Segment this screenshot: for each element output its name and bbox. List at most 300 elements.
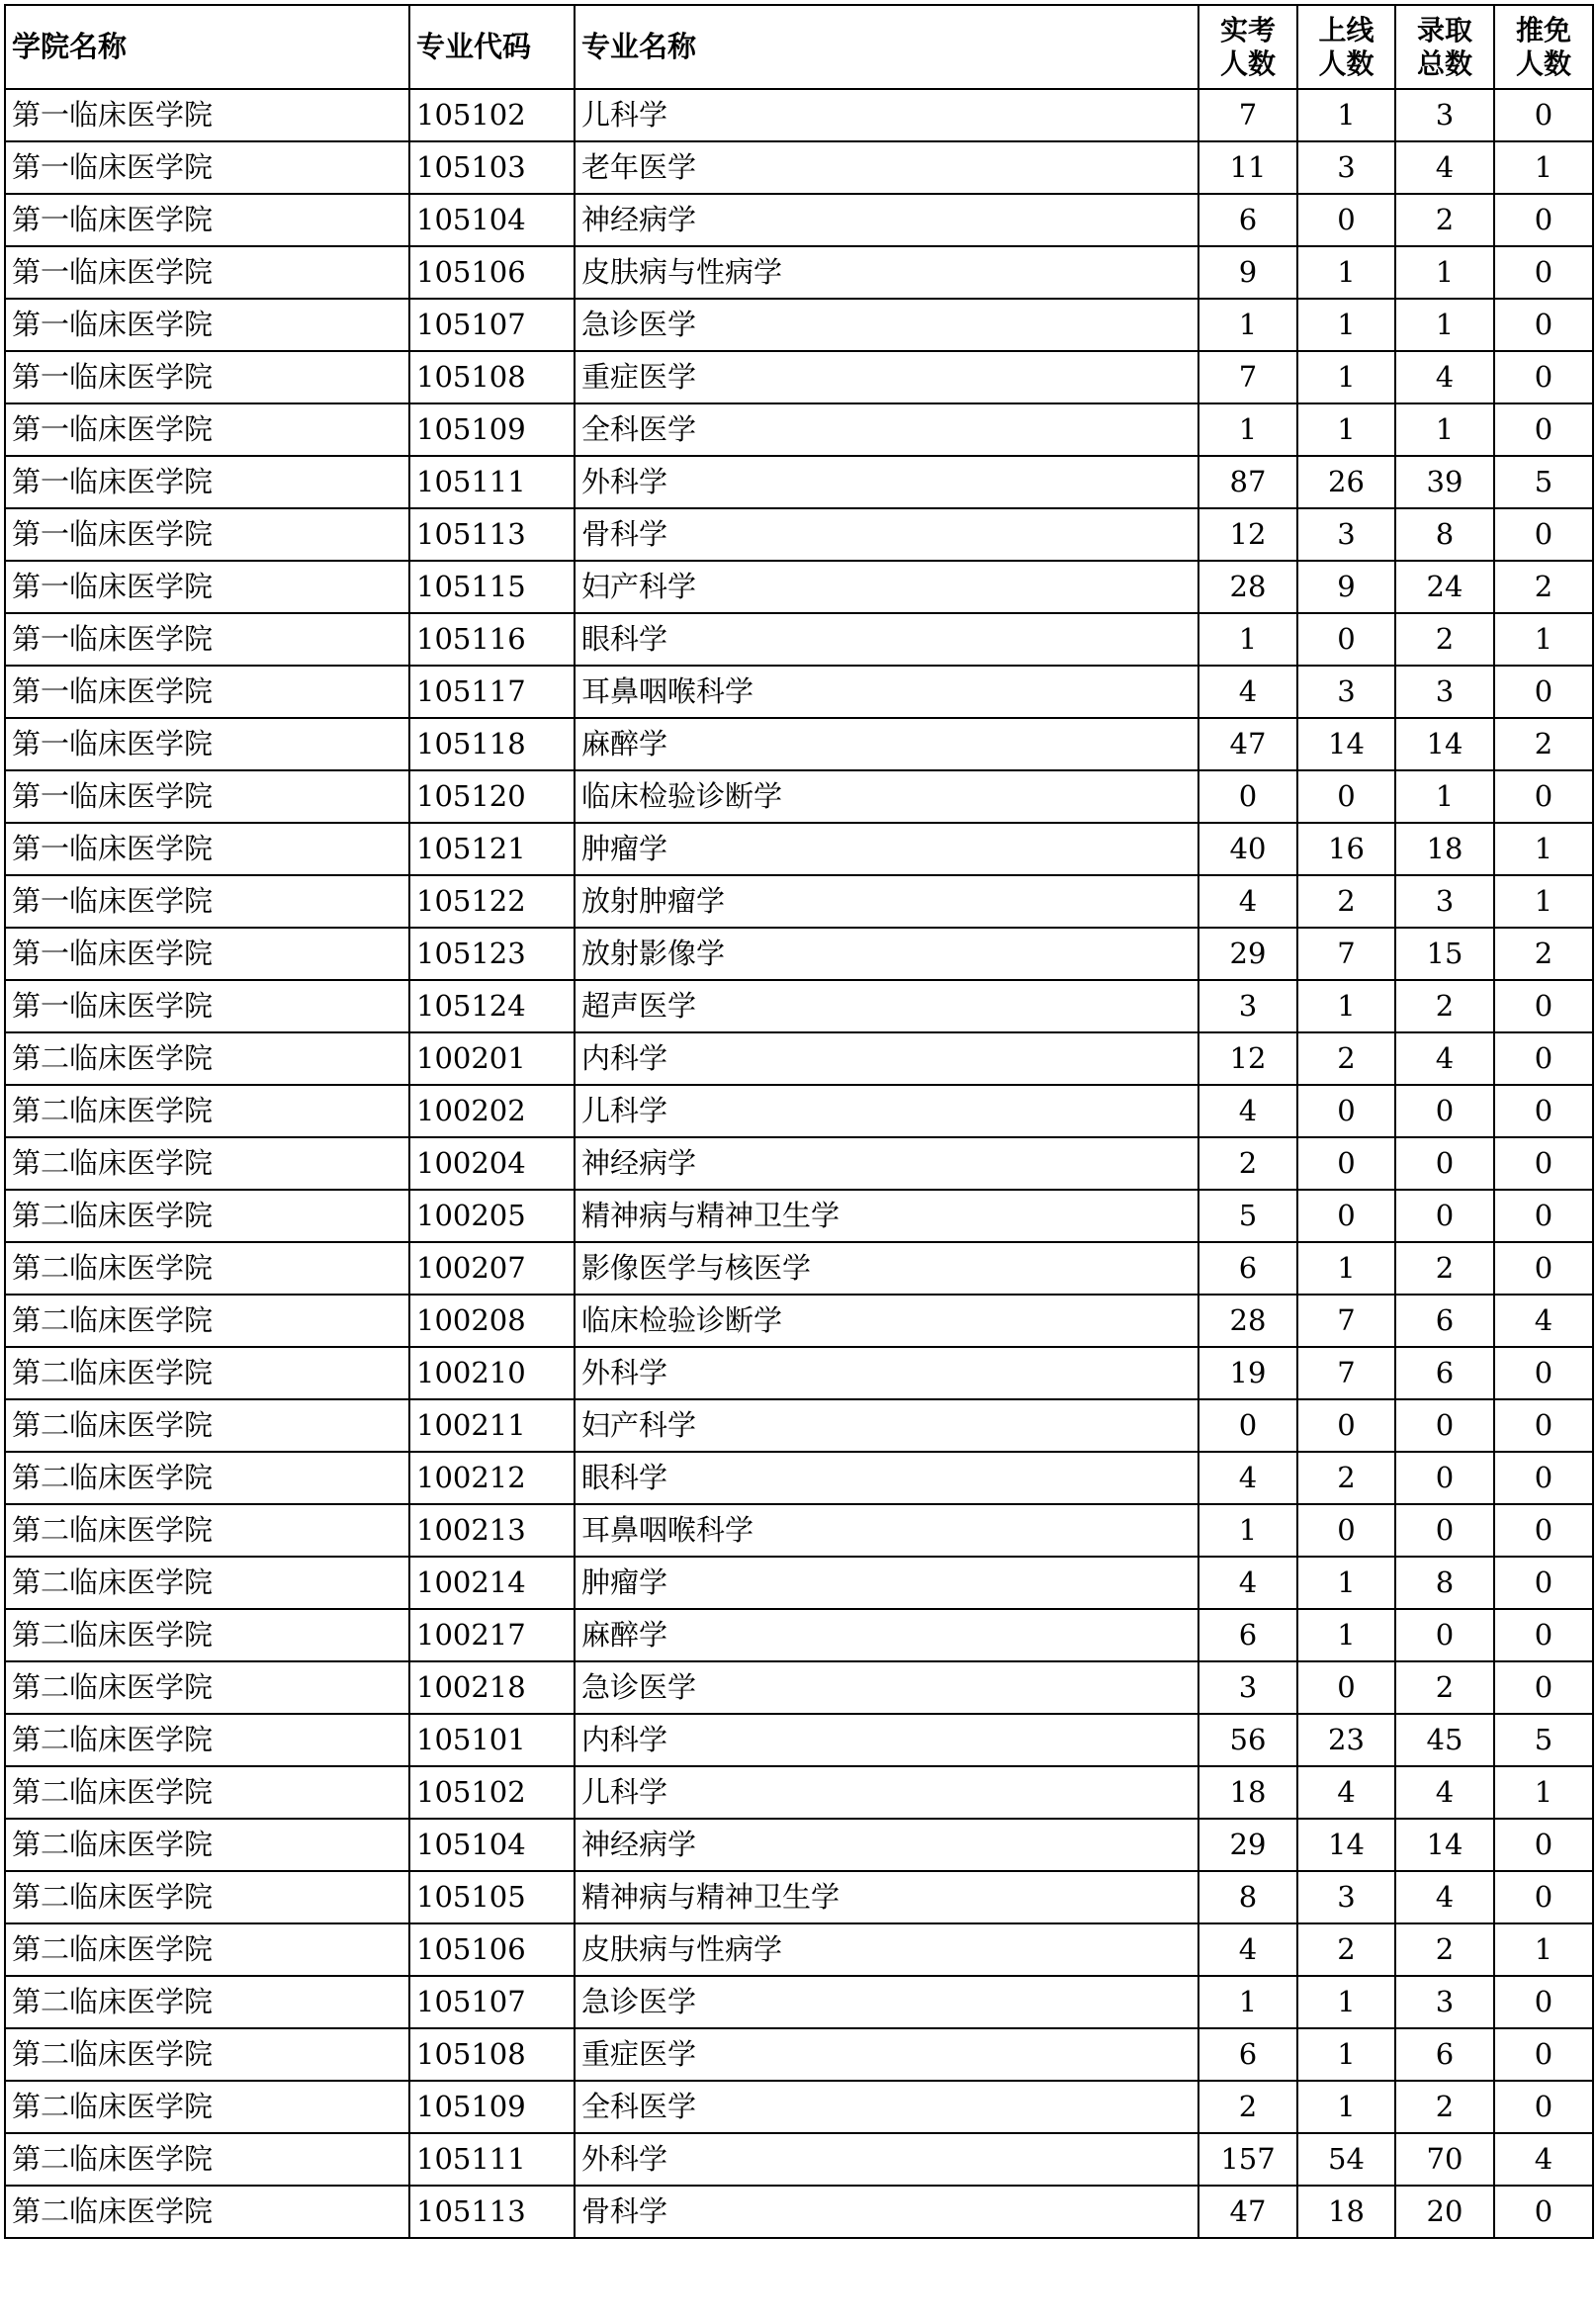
table-row: [5, 1557, 1593, 1609]
table-row: [5, 875, 1593, 928]
table-row: [5, 1452, 1593, 1504]
table-row: [5, 561, 1593, 613]
cell-exempt: 0: [1494, 1661, 1593, 1714]
header-college: 学院名称: [5, 5, 409, 89]
cell-exam: 28: [1198, 1295, 1297, 1347]
cell-major: 急诊医学: [575, 1976, 1198, 2028]
cell-college: 第二临床医学院: [5, 1976, 409, 2028]
cell-exempt: 0: [1494, 980, 1593, 1032]
cell-exempt: 1: [1494, 613, 1593, 666]
cell-online: 1: [1297, 246, 1395, 299]
cell-admit: 2: [1395, 1923, 1494, 1976]
cell-code: 105123: [409, 928, 575, 980]
cell-online: 3: [1297, 666, 1395, 718]
cell-exempt: 0: [1494, 770, 1593, 823]
cell-exam: 1: [1198, 403, 1297, 456]
cell-exam: 40: [1198, 823, 1297, 875]
cell-admit: 2: [1395, 980, 1494, 1032]
table-row: [5, 1923, 1593, 1976]
header-exempt-line2: 人数: [1515, 46, 1571, 80]
table-row: [5, 508, 1593, 561]
table-row: [5, 89, 1593, 141]
cell-code: 105106: [409, 246, 575, 299]
cell-exempt: 5: [1494, 1714, 1593, 1766]
cell-online: 1: [1297, 2081, 1395, 2133]
header-online-line1: 上线: [1318, 13, 1374, 46]
cell-major: 耳鼻咽喉科学: [575, 1504, 1198, 1557]
table-row: [5, 1661, 1593, 1714]
cell-exam: 4: [1198, 1085, 1297, 1137]
cell-admit: 0: [1395, 1085, 1494, 1137]
cell-online: 0: [1297, 1504, 1395, 1557]
cell-exam: 6: [1198, 1609, 1297, 1661]
cell-admit: 0: [1395, 1190, 1494, 1242]
cell-college: 第二临床医学院: [5, 1347, 409, 1399]
cell-exam: 29: [1198, 1819, 1297, 1871]
cell-major: 全科医学: [575, 403, 1198, 456]
cell-college: 第一临床医学院: [5, 351, 409, 403]
cell-admit: 0: [1395, 1609, 1494, 1661]
cell-exam: 157: [1198, 2133, 1297, 2186]
cell-exempt: 0: [1494, 403, 1593, 456]
cell-exam: 11: [1198, 141, 1297, 194]
cell-code: 105121: [409, 823, 575, 875]
header-admit: [1395, 5, 1494, 89]
cell-admit: 39: [1395, 456, 1494, 508]
cell-code: 100204: [409, 1137, 575, 1190]
cell-major: 外科学: [575, 456, 1198, 508]
cell-code: 105120: [409, 770, 575, 823]
table-row: [5, 1137, 1593, 1190]
cell-major: 妇产科学: [575, 1399, 1198, 1452]
cell-admit: 3: [1395, 89, 1494, 141]
cell-code: 100218: [409, 1661, 575, 1714]
cell-exam: 4: [1198, 1452, 1297, 1504]
cell-exempt: 0: [1494, 299, 1593, 351]
cell-exempt: 2: [1494, 928, 1593, 980]
cell-code: 105109: [409, 403, 575, 456]
cell-code: 105113: [409, 508, 575, 561]
cell-college: 第二临床医学院: [5, 1819, 409, 1871]
cell-college: 第二临床医学院: [5, 1452, 409, 1504]
cell-major: 肿瘤学: [575, 823, 1198, 875]
cell-code: 105111: [409, 2133, 575, 2186]
cell-exam: 29: [1198, 928, 1297, 980]
cell-college: 第一临床医学院: [5, 875, 409, 928]
header-exempt-line1: 推免: [1515, 13, 1571, 46]
cell-online: 0: [1297, 770, 1395, 823]
table-row: [5, 351, 1593, 403]
cell-code: 105124: [409, 980, 575, 1032]
table-row: [5, 246, 1593, 299]
cell-code: 105102: [409, 89, 575, 141]
cell-college: 第二临床医学院: [5, 1557, 409, 1609]
cell-code: 100207: [409, 1242, 575, 1295]
table-row: [5, 1295, 1593, 1347]
cell-admit: 15: [1395, 928, 1494, 980]
cell-code: 105107: [409, 299, 575, 351]
cell-exempt: 1: [1494, 1766, 1593, 1819]
cell-exempt: 4: [1494, 2133, 1593, 2186]
cell-exempt: 5: [1494, 456, 1593, 508]
cell-online: 7: [1297, 928, 1395, 980]
cell-major: 耳鼻咽喉科学: [575, 666, 1198, 718]
cell-code: 105107: [409, 1976, 575, 2028]
cell-college: 第二临床医学院: [5, 1871, 409, 1923]
cell-exempt: 0: [1494, 1347, 1593, 1399]
table-row: [5, 1976, 1593, 2028]
cell-online: 0: [1297, 1137, 1395, 1190]
cell-major: 临床检验诊断学: [575, 1295, 1198, 1347]
cell-admit: 14: [1395, 1819, 1494, 1871]
cell-admit: 45: [1395, 1714, 1494, 1766]
header-admit-line2: 总数: [1416, 46, 1472, 80]
cell-exempt: 0: [1494, 351, 1593, 403]
table-row: [5, 1871, 1593, 1923]
cell-college: 第二临床医学院: [5, 1137, 409, 1190]
admissions-sheet: [4, 4, 1592, 2239]
cell-major: 妇产科学: [575, 561, 1198, 613]
cell-code: 105115: [409, 561, 575, 613]
cell-exempt: 1: [1494, 141, 1593, 194]
table-row: [5, 299, 1593, 351]
table-row: [5, 2133, 1593, 2186]
cell-online: 18: [1297, 2186, 1395, 2238]
cell-online: 1: [1297, 403, 1395, 456]
cell-exam: 2: [1198, 2081, 1297, 2133]
cell-exam: 12: [1198, 508, 1297, 561]
table-row: [5, 456, 1593, 508]
cell-online: 23: [1297, 1714, 1395, 1766]
cell-exam: 6: [1198, 1242, 1297, 1295]
cell-exempt: 4: [1494, 1295, 1593, 1347]
cell-code: 100213: [409, 1504, 575, 1557]
table-row: [5, 194, 1593, 246]
cell-code: 100217: [409, 1609, 575, 1661]
cell-exam: 7: [1198, 89, 1297, 141]
cell-college: 第二临床医学院: [5, 2186, 409, 2238]
header-exam-line1: 实考: [1219, 13, 1276, 46]
cell-online: 1: [1297, 1976, 1395, 2028]
cell-code: 105104: [409, 194, 575, 246]
cell-admit: 1: [1395, 770, 1494, 823]
cell-major: 外科学: [575, 1347, 1198, 1399]
cell-exempt: 0: [1494, 1032, 1593, 1085]
cell-exam: 18: [1198, 1766, 1297, 1819]
cell-college: 第二临床医学院: [5, 2028, 409, 2081]
table-row: [5, 1347, 1593, 1399]
cell-admit: 3: [1395, 875, 1494, 928]
header-major: 专业名称: [575, 5, 1198, 89]
cell-major: 放射肿瘤学: [575, 875, 1198, 928]
cell-exempt: 0: [1494, 1871, 1593, 1923]
header-exempt: [1494, 5, 1593, 89]
cell-exempt: 0: [1494, 1242, 1593, 1295]
cell-exempt: 0: [1494, 194, 1593, 246]
cell-exempt: 1: [1494, 1923, 1593, 1976]
cell-online: 3: [1297, 508, 1395, 561]
cell-exam: 3: [1198, 980, 1297, 1032]
cell-admit: 3: [1395, 666, 1494, 718]
cell-admit: 6: [1395, 1295, 1494, 1347]
cell-exam: 12: [1198, 1032, 1297, 1085]
cell-exam: 56: [1198, 1714, 1297, 1766]
cell-major: 重症医学: [575, 2028, 1198, 2081]
cell-exam: 4: [1198, 1923, 1297, 1976]
cell-admit: 2: [1395, 2081, 1494, 2133]
cell-online: 1: [1297, 89, 1395, 141]
cell-online: 7: [1297, 1347, 1395, 1399]
cell-online: 54: [1297, 2133, 1395, 2186]
cell-exempt: 0: [1494, 1819, 1593, 1871]
cell-admit: 8: [1395, 508, 1494, 561]
cell-major: 儿科学: [575, 89, 1198, 141]
cell-major: 内科学: [575, 1032, 1198, 1085]
cell-exam: 6: [1198, 2028, 1297, 2081]
cell-exempt: 0: [1494, 89, 1593, 141]
cell-major: 放射影像学: [575, 928, 1198, 980]
table-row: [5, 1032, 1593, 1085]
cell-code: 105101: [409, 1714, 575, 1766]
cell-major: 皮肤病与性病学: [575, 246, 1198, 299]
cell-online: 0: [1297, 613, 1395, 666]
cell-exempt: 0: [1494, 1976, 1593, 2028]
cell-online: 1: [1297, 299, 1395, 351]
cell-online: 1: [1297, 1557, 1395, 1609]
cell-admit: 0: [1395, 1399, 1494, 1452]
cell-code: 105102: [409, 1766, 575, 1819]
cell-college: 第一临床医学院: [5, 928, 409, 980]
cell-major: 全科医学: [575, 2081, 1198, 2133]
cell-exam: 2: [1198, 1137, 1297, 1190]
cell-online: 0: [1297, 1190, 1395, 1242]
cell-admit: 0: [1395, 1137, 1494, 1190]
cell-exempt: 2: [1494, 561, 1593, 613]
cell-exam: 47: [1198, 718, 1297, 770]
cell-college: 第一临床医学院: [5, 194, 409, 246]
cell-exempt: 1: [1494, 875, 1593, 928]
cell-college: 第二临床医学院: [5, 1032, 409, 1085]
cell-code: 105122: [409, 875, 575, 928]
cell-exempt: 0: [1494, 246, 1593, 299]
admissions-table: [4, 4, 1594, 2239]
cell-exempt: 0: [1494, 1399, 1593, 1452]
cell-online: 2: [1297, 875, 1395, 928]
cell-online: 2: [1297, 1923, 1395, 1976]
table-row: [5, 666, 1593, 718]
cell-exam: 9: [1198, 246, 1297, 299]
cell-major: 麻醉学: [575, 1609, 1198, 1661]
cell-college: 第二临床医学院: [5, 2081, 409, 2133]
cell-online: 14: [1297, 1819, 1395, 1871]
cell-admit: 4: [1395, 1871, 1494, 1923]
table-row: [5, 1242, 1593, 1295]
cell-online: 1: [1297, 1242, 1395, 1295]
table-row: [5, 1399, 1593, 1452]
cell-college: 第一临床医学院: [5, 508, 409, 561]
cell-college: 第二临床医学院: [5, 1504, 409, 1557]
cell-admit: 0: [1395, 1504, 1494, 1557]
table-row: [5, 980, 1593, 1032]
cell-admit: 2: [1395, 194, 1494, 246]
cell-college: 第二临床医学院: [5, 1190, 409, 1242]
cell-major: 老年医学: [575, 141, 1198, 194]
cell-exempt: 0: [1494, 2186, 1593, 2238]
cell-code: 100202: [409, 1085, 575, 1137]
cell-admit: 4: [1395, 141, 1494, 194]
cell-major: 麻醉学: [575, 718, 1198, 770]
header-exam-line2: 人数: [1219, 46, 1276, 80]
cell-major: 影像医学与核医学: [575, 1242, 1198, 1295]
table-row: [5, 718, 1593, 770]
cell-code: 100211: [409, 1399, 575, 1452]
cell-college: 第二临床医学院: [5, 1714, 409, 1766]
header-online: [1297, 5, 1395, 89]
cell-exempt: 1: [1494, 823, 1593, 875]
cell-exempt: 0: [1494, 1557, 1593, 1609]
cell-college: 第二临床医学院: [5, 1661, 409, 1714]
cell-major: 精神病与精神卫生学: [575, 1871, 1198, 1923]
cell-admit: 6: [1395, 2028, 1494, 2081]
table-row: [5, 770, 1593, 823]
cell-exempt: 2: [1494, 718, 1593, 770]
cell-code: 100210: [409, 1347, 575, 1399]
cell-code: 105117: [409, 666, 575, 718]
header-code: 专业代码: [409, 5, 575, 89]
cell-major: 儿科学: [575, 1766, 1198, 1819]
cell-exempt: 0: [1494, 1504, 1593, 1557]
cell-college: 第一临床医学院: [5, 823, 409, 875]
table-row: [5, 403, 1593, 456]
cell-exempt: 0: [1494, 508, 1593, 561]
cell-college: 第一临床医学院: [5, 561, 409, 613]
cell-exempt: 0: [1494, 1085, 1593, 1137]
table-row: [5, 2186, 1593, 2238]
cell-online: 1: [1297, 980, 1395, 1032]
cell-code: 100205: [409, 1190, 575, 1242]
header-admit-line1: 录取: [1416, 13, 1472, 46]
table-row: [5, 2028, 1593, 2081]
cell-admit: 14: [1395, 718, 1494, 770]
cell-online: 7: [1297, 1295, 1395, 1347]
cell-exam: 3: [1198, 1661, 1297, 1714]
cell-major: 急诊医学: [575, 299, 1198, 351]
cell-code: 105105: [409, 1871, 575, 1923]
cell-college: 第二临床医学院: [5, 1609, 409, 1661]
cell-code: 105118: [409, 718, 575, 770]
cell-major: 神经病学: [575, 194, 1198, 246]
cell-code: 105106: [409, 1923, 575, 1976]
cell-major: 急诊医学: [575, 1661, 1198, 1714]
cell-exam: 4: [1198, 1557, 1297, 1609]
cell-exempt: 0: [1494, 1609, 1593, 1661]
header-online-line2: 人数: [1318, 46, 1374, 80]
cell-online: 14: [1297, 718, 1395, 770]
cell-exam: 0: [1198, 770, 1297, 823]
cell-online: 1: [1297, 2028, 1395, 2081]
cell-code: 105108: [409, 2028, 575, 2081]
table-row: [5, 823, 1593, 875]
table-row: [5, 928, 1593, 980]
cell-college: 第一临床医学院: [5, 718, 409, 770]
table-row: [5, 2081, 1593, 2133]
table-row: [5, 1085, 1593, 1137]
table-row: [5, 1190, 1593, 1242]
cell-exam: 1: [1198, 299, 1297, 351]
cell-college: 第二临床医学院: [5, 1085, 409, 1137]
table-row: [5, 1819, 1593, 1871]
cell-online: 1: [1297, 1609, 1395, 1661]
cell-admit: 0: [1395, 1452, 1494, 1504]
cell-major: 眼科学: [575, 1452, 1198, 1504]
cell-college: 第一临床医学院: [5, 403, 409, 456]
cell-exam: 6: [1198, 194, 1297, 246]
cell-code: 105104: [409, 1819, 575, 1871]
cell-online: 0: [1297, 1085, 1395, 1137]
cell-admit: 3: [1395, 1976, 1494, 2028]
cell-major: 内科学: [575, 1714, 1198, 1766]
cell-college: 第二临床医学院: [5, 1923, 409, 1976]
cell-code: 105103: [409, 141, 575, 194]
cell-exam: 4: [1198, 666, 1297, 718]
cell-exam: 5: [1198, 1190, 1297, 1242]
cell-code: 100212: [409, 1452, 575, 1504]
cell-college: 第一临床医学院: [5, 770, 409, 823]
cell-major: 精神病与精神卫生学: [575, 1190, 1198, 1242]
cell-code: 100214: [409, 1557, 575, 1609]
cell-admit: 70: [1395, 2133, 1494, 2186]
cell-code: 105111: [409, 456, 575, 508]
cell-college: 第二临床医学院: [5, 2133, 409, 2186]
cell-exam: 28: [1198, 561, 1297, 613]
table-row: [5, 1714, 1593, 1766]
cell-exempt: 0: [1494, 1137, 1593, 1190]
cell-code: 105108: [409, 351, 575, 403]
cell-admit: 6: [1395, 1347, 1494, 1399]
cell-online: 0: [1297, 194, 1395, 246]
cell-admit: 1: [1395, 299, 1494, 351]
cell-admit: 2: [1395, 1661, 1494, 1714]
cell-admit: 1: [1395, 246, 1494, 299]
cell-code: 105116: [409, 613, 575, 666]
cell-exam: 47: [1198, 2186, 1297, 2238]
cell-code: 105113: [409, 2186, 575, 2238]
table-row: [5, 613, 1593, 666]
cell-online: 0: [1297, 1661, 1395, 1714]
cell-code: 105109: [409, 2081, 575, 2133]
cell-college: 第二临床医学院: [5, 1399, 409, 1452]
cell-exam: 1: [1198, 1504, 1297, 1557]
table-row: [5, 1609, 1593, 1661]
cell-major: 神经病学: [575, 1137, 1198, 1190]
cell-college: 第二临床医学院: [5, 1766, 409, 1819]
cell-exempt: 0: [1494, 2028, 1593, 2081]
cell-exam: 8: [1198, 1871, 1297, 1923]
cell-college: 第二临床医学院: [5, 1295, 409, 1347]
cell-major: 眼科学: [575, 613, 1198, 666]
cell-exam: 87: [1198, 456, 1297, 508]
header-row: [5, 5, 1593, 89]
cell-college: 第一临床医学院: [5, 299, 409, 351]
cell-exam: 0: [1198, 1399, 1297, 1452]
cell-online: 2: [1297, 1452, 1395, 1504]
cell-major: 皮肤病与性病学: [575, 1923, 1198, 1976]
cell-exam: 4: [1198, 875, 1297, 928]
cell-admit: 1: [1395, 403, 1494, 456]
cell-admit: 4: [1395, 1766, 1494, 1819]
cell-exam: 1: [1198, 1976, 1297, 2028]
cell-major: 外科学: [575, 2133, 1198, 2186]
